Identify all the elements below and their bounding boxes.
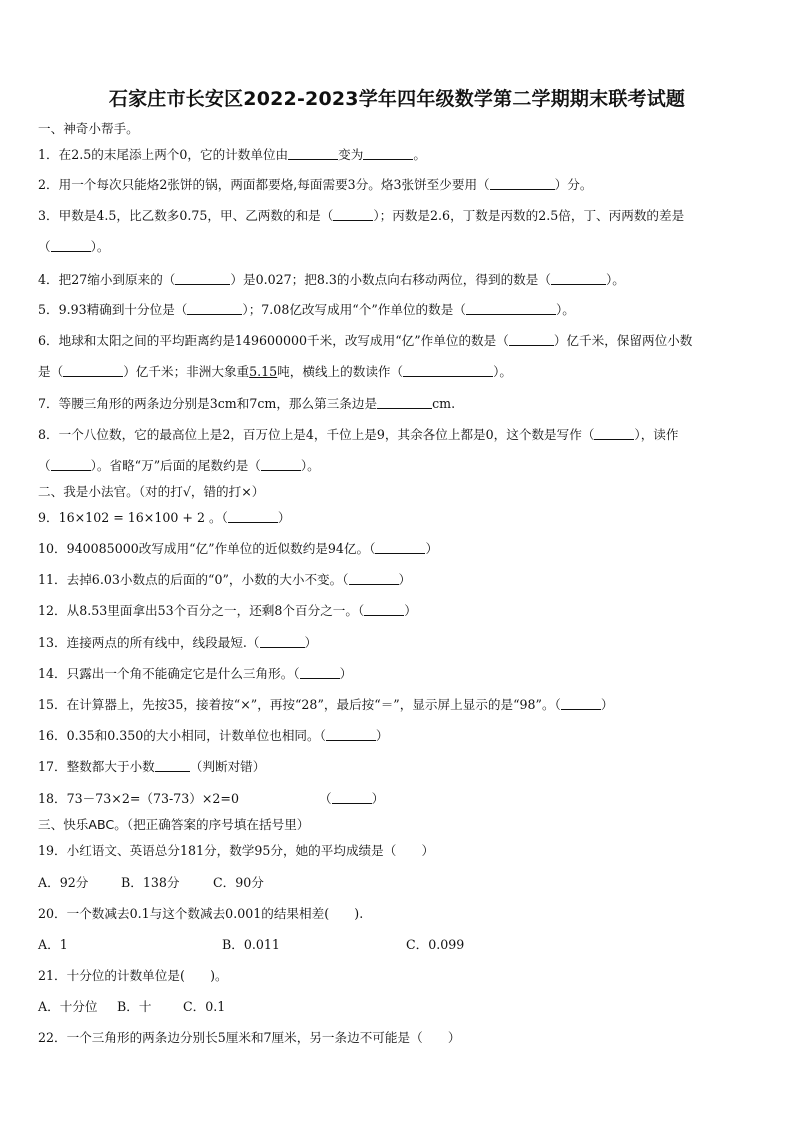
q4-text-c: ）。 [605, 272, 625, 287]
q5-text-b: ）；7.08亿改写成用“个”作单位的数是（ [242, 302, 466, 317]
question-16 [38, 728, 758, 744]
question-9 [38, 510, 758, 526]
q11-text-b: ） [398, 572, 412, 587]
answer-blank[interactable] [561, 697, 601, 710]
answer-blank[interactable] [594, 427, 634, 440]
answer-blank[interactable] [375, 541, 425, 554]
q16-text-b: ） [375, 728, 389, 743]
q3-text-b: ）；丙数是2.6，丁数是丙数的2.5倍，丁、丙两数的差是 [373, 208, 685, 223]
question-5 [38, 302, 758, 318]
answer-blank[interactable] [403, 364, 493, 377]
answer-blank[interactable] [466, 302, 556, 315]
answer-blank[interactable] [288, 147, 338, 160]
q8-text-b: ），读作 [634, 427, 679, 442]
q6-text-d: ）亿千米；非洲大象重 [123, 364, 250, 379]
q18-text-a: 18．73－73×2=（73-73）×2=0 [38, 791, 240, 806]
answer-blank[interactable] [63, 364, 123, 377]
answer-blank[interactable] [51, 239, 91, 252]
answer-blank[interactable] [260, 635, 305, 648]
q4-text-b: ）是0.027；把8.3的小数点向右移动两位，得到的数是（ [230, 272, 551, 287]
question-6 [38, 333, 758, 349]
q6-text-a: 6．地球和太阳之间的平均距离约是149600000千米，改写成用“亿”作单位的数是（ [38, 333, 509, 348]
q18-text-c: ） [371, 791, 385, 806]
option-c[interactable]: C．0.099 [406, 937, 465, 952]
answer-blank[interactable] [155, 759, 190, 772]
q4-text-a: 4．把27缩小到原来的（ [38, 272, 176, 287]
q6-text-f: 吨，横线上的数读作（ [277, 364, 404, 379]
q13-text-a: 13．连接两点的所有线中，线段最短.（ [38, 635, 260, 650]
q17-text-a: 17．整数都大于小数 [38, 759, 155, 774]
q1-text-c: 。 [413, 147, 426, 162]
q9-text-b: ） [277, 510, 291, 525]
option-b[interactable]: B．138分 [121, 875, 180, 890]
q2-text-b: ）分。 [554, 177, 593, 192]
option-b[interactable]: B．十 [117, 999, 152, 1014]
answer-blank[interactable] [363, 147, 413, 160]
question-18 [38, 791, 758, 807]
q8-text-e: ）。 [300, 458, 320, 473]
answer-blank[interactable] [551, 272, 606, 285]
answer-blank[interactable] [51, 458, 91, 471]
q15-text-b: ） [600, 697, 614, 712]
q18-text-b: （ [319, 791, 332, 806]
q3-text-a: 3．甲数是4.5，比乙数多0.75，甲、乙两数的和是（ [38, 208, 334, 223]
q9-text-a: 9．16×102 = 16×100 + 2 。（ [38, 510, 228, 525]
question-21: 21．十分位的计数单位是( )。 [38, 968, 228, 983]
question-19-options [38, 875, 758, 891]
question-6-cont [38, 364, 758, 380]
option-c[interactable]: C．0.1 [183, 999, 226, 1014]
answer-blank[interactable] [490, 177, 555, 190]
option-a[interactable]: A．十分位 [38, 999, 98, 1014]
q10-text-a: 10．940085000改写成用“亿”作单位的近似数约是94亿。（ [38, 541, 376, 556]
option-a[interactable]: A．1 [38, 937, 68, 952]
section-1-heading: 一、神奇小帮手。 [38, 121, 139, 136]
q14-text-b: ） [339, 666, 353, 681]
question-8-cont [38, 458, 758, 474]
question-15 [38, 697, 758, 713]
question-20-options [38, 937, 758, 953]
q14-text-a: 14．只露出一个角不能确定它是什么三角形。（ [38, 666, 300, 681]
q6-underlined-number: 5.15 [249, 364, 278, 379]
q16-text-a: 16．0.35和0.350的大小相同，计数单位也相同。（ [38, 728, 326, 743]
q5-text-a: 5．9.93精确到十分位是（ [38, 302, 188, 317]
q12-text-a: 12．从8.53里面拿出53个百分之一，还剩8个百分之一。（ [38, 603, 365, 618]
q6-text-c: 是（ [38, 364, 64, 379]
question-8 [38, 427, 758, 443]
q1-text-b: 变为 [338, 147, 364, 162]
answer-blank[interactable] [509, 333, 554, 346]
q3-text-c: （ [38, 239, 51, 254]
q7-text-b: cm. [432, 396, 456, 411]
q12-text-b: ） [404, 603, 417, 618]
option-b[interactable]: B．0.011 [222, 937, 280, 952]
question-10 [38, 541, 758, 557]
answer-blank[interactable] [187, 302, 242, 315]
answer-blank[interactable] [377, 396, 432, 409]
option-c[interactable]: C．90分 [213, 875, 264, 890]
q6-text-b: ）亿千米，保留两位小数 [553, 333, 693, 348]
option-a[interactable]: A．92分 [38, 875, 89, 890]
answer-blank[interactable] [175, 272, 230, 285]
q11-text-a: 11．去掉6.03小数点的后面的“0”，小数的大小不变。（ [38, 572, 349, 587]
question-19: 19．小红语文、英语总分181分，数学95分，她的平均成绩是（ ） [38, 843, 435, 858]
question-12 [38, 603, 758, 619]
answer-blank[interactable] [333, 208, 373, 221]
question-11 [38, 572, 758, 588]
q7-text-a: 7．等腰三角形的两条边分别是3cm和7cm，那么第三条边是 [38, 396, 378, 411]
q3-text-d: ）。 [90, 239, 110, 254]
answer-blank[interactable] [364, 603, 404, 616]
q17-text-b: （判断对错） [189, 759, 266, 774]
question-4 [38, 272, 758, 288]
section-2-heading: 二、我是小法官。（对的打√，错的打×） [38, 484, 265, 499]
answer-blank[interactable] [261, 458, 301, 471]
q6-text-g: ）。 [493, 364, 512, 379]
answer-blank[interactable] [300, 666, 340, 679]
question-21-options [38, 999, 758, 1015]
question-17 [38, 759, 758, 775]
q8-text-c: （ [38, 458, 51, 473]
question-7 [38, 396, 758, 412]
answer-blank[interactable] [228, 510, 278, 523]
question-2 [38, 177, 758, 193]
question-3-cont [38, 239, 758, 255]
q8-text-d: ）。省略“万”后面的尾数约是（ [90, 458, 261, 473]
q15-text-a: 15．在计算器上，先按35，接着按“×”，再按“28”，最后按“＝”，显示屏上显示的是“98”。（ [38, 697, 561, 712]
question-22: 22．一个三角形的两条边分别长5厘米和7厘米，另一条边不可能是（ ） [38, 1030, 461, 1045]
q1-text-a: 1．在2.5的末尾添上两个0，它的计数单位由 [38, 147, 289, 162]
answer-blank[interactable] [332, 791, 372, 804]
q2-text-a: 2．用一个每次只能烙2张饼的锅，两面都要烙,每面需要3分。烙3张饼至少要用（ [38, 177, 490, 192]
question-13 [38, 635, 758, 651]
answer-blank[interactable] [326, 728, 376, 741]
question-20: 20．一个数减去0.1与这个数减去0.001的结果相差( ). [38, 906, 364, 921]
question-1 [38, 147, 758, 163]
q5-text-c: ）。 [555, 302, 575, 317]
question-3 [38, 208, 758, 224]
question-14 [38, 666, 758, 682]
q13-text-b: ） [304, 635, 318, 650]
section-3-heading: 三、快乐ABC。（把正确答案的序号填在括号里） [38, 817, 310, 832]
q8-text-a: 8．一个八位数，它的最高位上是2，百万位上是4，千位上是9，其余各位上都是0，这个数是写作（ [38, 427, 595, 442]
answer-blank[interactable] [349, 572, 399, 585]
q10-text-b: ） [425, 541, 439, 556]
page-title: 石家庄市长安区2022-2023学年四年级数学第二学期期末联考试题 [108, 88, 686, 110]
